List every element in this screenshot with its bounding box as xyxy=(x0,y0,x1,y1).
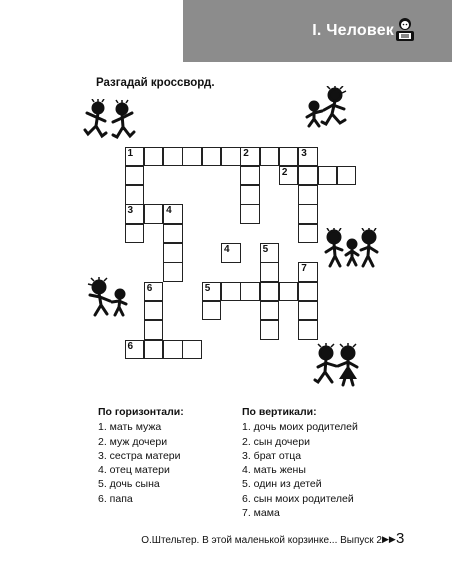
cell-number: 2 xyxy=(243,147,249,159)
crossword-cell[interactable] xyxy=(279,282,299,302)
clue-item: 3. сестра матери xyxy=(98,449,181,462)
crossword-cell[interactable] xyxy=(202,301,222,321)
crossword-cell[interactable] xyxy=(260,301,280,321)
clue-item: 6. сын моих родителей xyxy=(242,492,354,505)
horizontal-clues-heading: По горизонтали: xyxy=(98,406,184,418)
chapter-title: I. Человек xyxy=(312,22,394,39)
crossword-cell[interactable] xyxy=(298,282,318,302)
cell-number: 6 xyxy=(146,282,153,294)
crossword-cell[interactable] xyxy=(240,282,260,302)
clue-item: 2. муж дочери xyxy=(98,435,168,448)
clue-item: 5. один из детей xyxy=(242,478,322,491)
crossword-cell[interactable] xyxy=(125,224,145,244)
crossword-cell[interactable] xyxy=(144,282,164,302)
crossword-cell[interactable] xyxy=(298,185,318,205)
person-badge-icon xyxy=(394,16,416,42)
instruction-text: Разгадай кроссворд. xyxy=(96,77,215,89)
running-kids-illustration xyxy=(302,86,352,131)
crossword-cell[interactable] xyxy=(125,166,145,186)
clue-item: 2. сын дочери xyxy=(242,435,310,448)
crossword-cell[interactable] xyxy=(260,243,280,263)
crossword-cell[interactable] xyxy=(144,340,164,360)
clue-item: 5. дочь сына xyxy=(98,478,160,491)
crossword-cell[interactable] xyxy=(221,282,241,302)
crossword-cell[interactable] xyxy=(221,243,241,263)
page-number: 3 xyxy=(396,530,405,547)
cell-number: 3 xyxy=(301,147,307,159)
crossword-cell[interactable] xyxy=(163,243,183,263)
crossword-cell[interactable] xyxy=(298,224,318,244)
cell-number: 4 xyxy=(224,244,230,255)
vertical-clues-heading: По вертикали: xyxy=(242,406,317,418)
clue-item: 6. папа xyxy=(98,492,133,505)
crossword-cell[interactable] xyxy=(144,147,164,167)
double-arrow-icon: ▶▶ xyxy=(382,534,396,544)
crossword-cell[interactable] xyxy=(144,301,164,321)
crossword-cell[interactable] xyxy=(298,204,318,224)
cell-number: 5 xyxy=(262,244,269,255)
chapter-header xyxy=(183,0,452,62)
cell-number: 5 xyxy=(204,282,211,294)
crossword-cell[interactable] xyxy=(260,147,280,167)
crossword-cell[interactable] xyxy=(240,204,260,224)
cell-number: 1 xyxy=(127,147,134,159)
clue-item: 1. дочь моих родителей xyxy=(242,421,358,434)
crossword-cell[interactable] xyxy=(298,147,318,167)
dancing-kids-illustration xyxy=(82,99,142,144)
crossword-cell[interactable] xyxy=(202,147,222,167)
vertical-clues xyxy=(242,405,358,520)
cell-number: 6 xyxy=(127,340,134,352)
clue-item: 4. мать жены xyxy=(242,464,306,477)
crossword-cell[interactable] xyxy=(260,282,280,302)
crossword-cell[interactable] xyxy=(260,262,280,282)
crossword-cell[interactable] xyxy=(298,320,318,340)
crossword-cell[interactable] xyxy=(163,262,183,282)
crossword-cell[interactable] xyxy=(163,340,183,360)
footer-citation: О.Штельтер. В этой маленькой корзинке... Выпуск 2 xyxy=(141,535,382,546)
crossword-cell[interactable] xyxy=(182,147,202,167)
crossword-cell[interactable] xyxy=(125,204,145,224)
crossword-cell[interactable] xyxy=(298,301,318,321)
crossword-cell[interactable] xyxy=(240,147,260,167)
crossword-cell[interactable] xyxy=(240,166,260,186)
crossword-cell[interactable] xyxy=(144,204,164,224)
cell-number: 2 xyxy=(281,166,288,178)
crossword-cell[interactable] xyxy=(163,147,183,167)
crossword-cell[interactable] xyxy=(125,185,145,205)
crossword-cell[interactable] xyxy=(125,340,145,360)
horizontal-clues xyxy=(98,405,184,506)
cell-number: 7 xyxy=(301,263,307,275)
crossword-cell[interactable] xyxy=(221,147,241,167)
parent-child-illustration xyxy=(86,277,131,319)
crossword-cell[interactable] xyxy=(279,147,299,167)
cell-number: 3 xyxy=(127,205,134,217)
clue-item: 7. мама xyxy=(242,507,280,520)
crossword-cell[interactable] xyxy=(298,262,318,282)
clue-item: 3. брат отца xyxy=(242,449,302,462)
crossword-cell[interactable] xyxy=(298,166,318,186)
crossword-cell[interactable] xyxy=(163,224,183,244)
crossword-cell[interactable] xyxy=(202,282,222,302)
boy-girl-illustration xyxy=(312,342,362,388)
crossword-cell[interactable] xyxy=(318,166,338,186)
clue-item: 1. мать мужа xyxy=(98,421,162,434)
crossword-cell[interactable] xyxy=(260,320,280,340)
clue-item: 4. отец матери xyxy=(98,464,170,477)
three-kids-illustration xyxy=(322,228,380,272)
crossword-cell[interactable] xyxy=(279,166,299,186)
crossword-cell[interactable] xyxy=(182,340,202,360)
crossword-cell[interactable] xyxy=(240,185,260,205)
crossword-cell[interactable] xyxy=(125,147,145,167)
cell-number: 4 xyxy=(166,205,172,217)
crossword-cell[interactable] xyxy=(163,204,183,224)
crossword-cell[interactable] xyxy=(144,320,164,340)
crossword-cell[interactable] xyxy=(337,166,357,186)
